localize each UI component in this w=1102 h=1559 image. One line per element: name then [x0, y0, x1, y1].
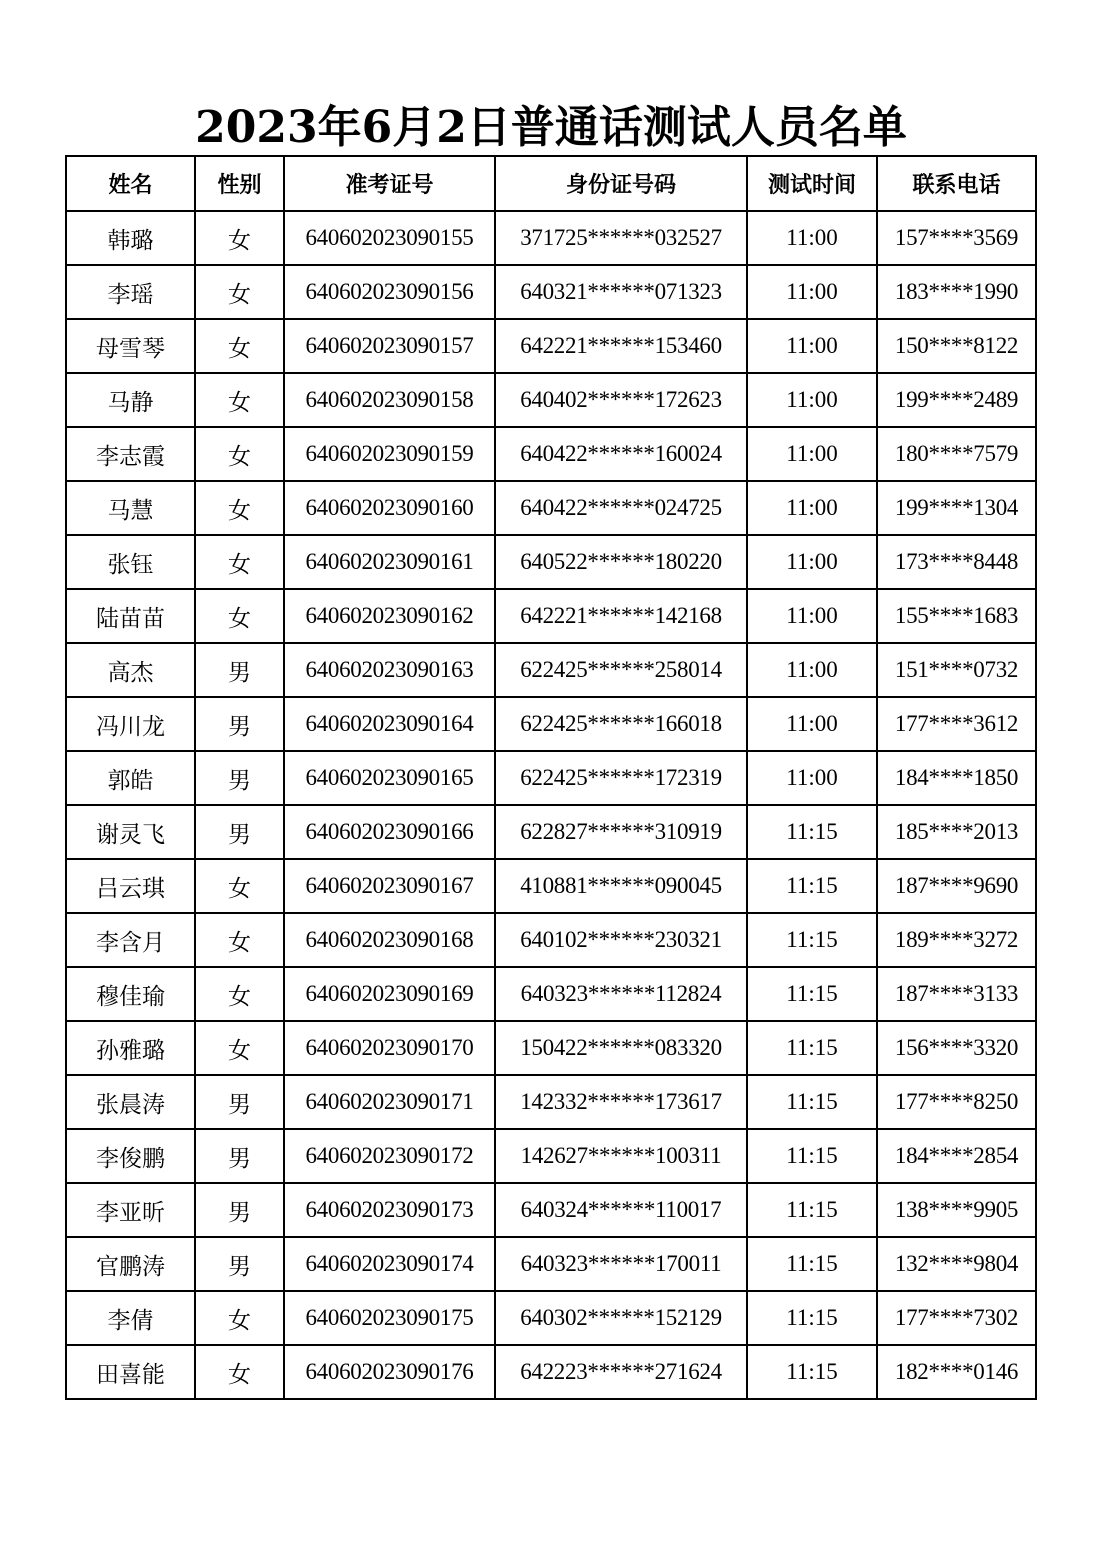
table-row [66, 1291, 1036, 1345]
cell-test-time: 11:15 [747, 1129, 877, 1183]
cell-test-time: 11:00 [747, 211, 877, 265]
cell-name: 吕云琪 [66, 859, 195, 913]
cell-gender: 男 [195, 1183, 284, 1237]
cell-id-number: 150422******083320 [495, 1021, 747, 1075]
table-row [66, 427, 1036, 481]
cell-gender: 女 [195, 265, 284, 319]
cell-name: 马慧 [66, 481, 195, 535]
table-row [66, 697, 1036, 751]
cell-test-time: 11:00 [747, 481, 877, 535]
cell-ticket-number: 640602023090172 [284, 1129, 495, 1183]
table-row [66, 535, 1036, 589]
cell-id-number: 371725******032527 [495, 211, 747, 265]
cell-gender: 女 [195, 1291, 284, 1345]
cell-phone: 187****9690 [877, 859, 1036, 913]
cell-gender: 男 [195, 751, 284, 805]
cell-gender: 女 [195, 373, 284, 427]
cell-name: 高杰 [66, 643, 195, 697]
table-row [66, 1345, 1036, 1399]
cell-phone: 177****8250 [877, 1075, 1036, 1129]
table-row [66, 1021, 1036, 1075]
cell-phone: 132****9804 [877, 1237, 1036, 1291]
cell-id-number: 142332******173617 [495, 1075, 747, 1129]
cell-id-number: 642221******153460 [495, 319, 747, 373]
cell-id-number: 640402******172623 [495, 373, 747, 427]
cell-id-number: 640323******112824 [495, 967, 747, 1021]
cell-id-number: 640324******110017 [495, 1183, 747, 1237]
cell-ticket-number: 640602023090160 [284, 481, 495, 535]
cell-phone: 177****3612 [877, 697, 1036, 751]
cell-phone: 183****1990 [877, 265, 1036, 319]
cell-gender: 女 [195, 913, 284, 967]
cell-ticket-number: 640602023090157 [284, 319, 495, 373]
header-ticket-number: 准考证号 [284, 156, 495, 211]
cell-test-time: 11:15 [747, 805, 877, 859]
cell-id-number: 622425******166018 [495, 697, 747, 751]
table-row [66, 211, 1036, 265]
cell-phone: 180****7579 [877, 427, 1036, 481]
cell-gender: 女 [195, 1345, 284, 1399]
table-row [66, 319, 1036, 373]
cell-ticket-number: 640602023090165 [284, 751, 495, 805]
cell-test-time: 11:15 [747, 1183, 877, 1237]
cell-id-number: 640323******170011 [495, 1237, 747, 1291]
cell-name: 李亚昕 [66, 1183, 195, 1237]
cell-test-time: 11:15 [747, 859, 877, 913]
cell-id-number: 410881******090045 [495, 859, 747, 913]
cell-phone: 177****7302 [877, 1291, 1036, 1345]
table-row [66, 859, 1036, 913]
cell-phone: 187****3133 [877, 967, 1036, 1021]
cell-test-time: 11:15 [747, 913, 877, 967]
cell-name: 田喜能 [66, 1345, 195, 1399]
cell-ticket-number: 640602023090159 [284, 427, 495, 481]
cell-id-number: 622425******172319 [495, 751, 747, 805]
header-name: 姓名 [66, 156, 195, 211]
cell-name: 马静 [66, 373, 195, 427]
header-id-number: 身份证号码 [495, 156, 747, 211]
cell-phone: 155****1683 [877, 589, 1036, 643]
cell-id-number: 640422******024725 [495, 481, 747, 535]
cell-name: 母雪琴 [66, 319, 195, 373]
table-row [66, 913, 1036, 967]
cell-test-time: 11:00 [747, 589, 877, 643]
cell-phone: 185****2013 [877, 805, 1036, 859]
cell-ticket-number: 640602023090164 [284, 697, 495, 751]
roster-table [65, 155, 1037, 1400]
cell-ticket-number: 640602023090174 [284, 1237, 495, 1291]
cell-phone: 199****2489 [877, 373, 1036, 427]
cell-id-number: 640522******180220 [495, 535, 747, 589]
cell-ticket-number: 640602023090170 [284, 1021, 495, 1075]
cell-name: 李含月 [66, 913, 195, 967]
cell-phone: 151****0732 [877, 643, 1036, 697]
cell-phone: 184****1850 [877, 751, 1036, 805]
header-test-time: 测试时间 [747, 156, 877, 211]
table-row [66, 265, 1036, 319]
cell-gender: 女 [195, 589, 284, 643]
cell-id-number: 142627******100311 [495, 1129, 747, 1183]
table-row [66, 1183, 1036, 1237]
cell-ticket-number: 640602023090167 [284, 859, 495, 913]
cell-test-time: 11:15 [747, 1291, 877, 1345]
cell-gender: 男 [195, 697, 284, 751]
cell-test-time: 11:00 [747, 427, 877, 481]
table-row [66, 1237, 1036, 1291]
cell-test-time: 11:15 [747, 1021, 877, 1075]
cell-phone: 199****1304 [877, 481, 1036, 535]
table-row [66, 1075, 1036, 1129]
cell-id-number: 642223******271624 [495, 1345, 747, 1399]
cell-id-number: 640302******152129 [495, 1291, 747, 1345]
cell-ticket-number: 640602023090162 [284, 589, 495, 643]
cell-id-number: 640422******160024 [495, 427, 747, 481]
header-phone: 联系电话 [877, 156, 1036, 211]
cell-gender: 男 [195, 1075, 284, 1129]
cell-ticket-number: 640602023090168 [284, 913, 495, 967]
cell-gender: 男 [195, 805, 284, 859]
cell-test-time: 11:00 [747, 697, 877, 751]
cell-name: 穆佳瑜 [66, 967, 195, 1021]
cell-gender: 男 [195, 1129, 284, 1183]
cell-gender: 女 [195, 211, 284, 265]
cell-phone: 173****8448 [877, 535, 1036, 589]
cell-test-time: 11:00 [747, 319, 877, 373]
cell-id-number: 640102******230321 [495, 913, 747, 967]
cell-name: 李志霞 [66, 427, 195, 481]
cell-id-number: 622827******310919 [495, 805, 747, 859]
table-row [66, 805, 1036, 859]
cell-ticket-number: 640602023090161 [284, 535, 495, 589]
cell-name: 谢灵飞 [66, 805, 195, 859]
cell-gender: 女 [195, 481, 284, 535]
table-row [66, 751, 1036, 805]
cell-test-time: 11:15 [747, 1345, 877, 1399]
cell-ticket-number: 640602023090155 [284, 211, 495, 265]
cell-gender: 女 [195, 319, 284, 373]
cell-phone: 184****2854 [877, 1129, 1036, 1183]
cell-ticket-number: 640602023090158 [284, 373, 495, 427]
cell-ticket-number: 640602023090166 [284, 805, 495, 859]
cell-test-time: 11:00 [747, 373, 877, 427]
cell-name: 张晨涛 [66, 1075, 195, 1129]
cell-name: 韩璐 [66, 211, 195, 265]
cell-test-time: 11:00 [747, 535, 877, 589]
cell-ticket-number: 640602023090163 [284, 643, 495, 697]
table-row [66, 481, 1036, 535]
cell-ticket-number: 640602023090156 [284, 265, 495, 319]
cell-test-time: 11:00 [747, 265, 877, 319]
cell-name: 李瑶 [66, 265, 195, 319]
header-gender: 性别 [195, 156, 284, 211]
cell-ticket-number: 640602023090171 [284, 1075, 495, 1129]
cell-test-time: 11:15 [747, 967, 877, 1021]
cell-name: 张钰 [66, 535, 195, 589]
cell-gender: 女 [195, 1021, 284, 1075]
cell-gender: 女 [195, 859, 284, 913]
cell-ticket-number: 640602023090175 [284, 1291, 495, 1345]
table-row [66, 967, 1036, 1021]
cell-gender: 男 [195, 643, 284, 697]
cell-test-time: 11:15 [747, 1075, 877, 1129]
cell-name: 官鹏涛 [66, 1237, 195, 1291]
cell-name: 郭皓 [66, 751, 195, 805]
cell-name: 孙雅璐 [66, 1021, 195, 1075]
cell-phone: 138****9905 [877, 1183, 1036, 1237]
cell-gender: 女 [195, 967, 284, 1021]
cell-id-number: 622425******258014 [495, 643, 747, 697]
cell-test-time: 11:15 [747, 1237, 877, 1291]
table-row [66, 1129, 1036, 1183]
cell-gender: 男 [195, 1237, 284, 1291]
cell-gender: 女 [195, 427, 284, 481]
cell-ticket-number: 640602023090176 [284, 1345, 495, 1399]
cell-phone: 157****3569 [877, 211, 1036, 265]
cell-id-number: 640321******071323 [495, 265, 747, 319]
header-row [66, 156, 1036, 211]
cell-gender: 女 [195, 535, 284, 589]
cell-name: 李倩 [66, 1291, 195, 1345]
cell-test-time: 11:00 [747, 751, 877, 805]
cell-phone: 182****0146 [877, 1345, 1036, 1399]
cell-ticket-number: 640602023090173 [284, 1183, 495, 1237]
table-row [66, 589, 1036, 643]
cell-test-time: 11:00 [747, 643, 877, 697]
cell-phone: 189****3272 [877, 913, 1036, 967]
cell-ticket-number: 640602023090169 [284, 967, 495, 1021]
cell-phone: 156****3320 [877, 1021, 1036, 1075]
table-row [66, 373, 1036, 427]
cell-name: 李俊鹏 [66, 1129, 195, 1183]
cell-name: 冯川龙 [66, 697, 195, 751]
page-title: 2023年6月2日普通话测试人员名单 [195, 102, 907, 153]
cell-name: 陆苗苗 [66, 589, 195, 643]
cell-id-number: 642221******142168 [495, 589, 747, 643]
cell-phone: 150****8122 [877, 319, 1036, 373]
table-row [66, 643, 1036, 697]
